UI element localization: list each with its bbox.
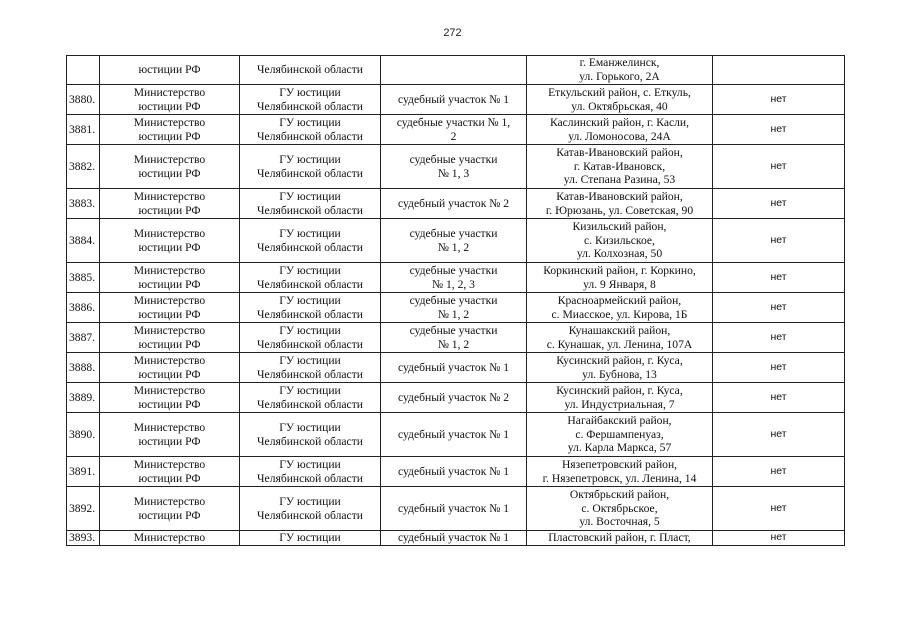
ministry-line: юстиции РФ xyxy=(138,508,201,522)
institution-line: Челябинской области xyxy=(257,434,363,448)
ministry-cell xyxy=(100,189,240,219)
answer-cell: нет xyxy=(713,145,845,189)
institution-cell xyxy=(240,487,381,531)
ministry-line: юстиции РФ xyxy=(138,337,201,351)
address-line: ул. Горького, 2А xyxy=(579,70,660,83)
institution-line: Челябинской области xyxy=(257,129,363,143)
table-row xyxy=(67,353,845,383)
sites-cell xyxy=(381,85,527,115)
ministry-line: Министерство xyxy=(133,323,206,337)
sites-cell xyxy=(381,219,527,263)
page-number: 272 xyxy=(443,27,462,39)
institution-line: ГУ юстиции xyxy=(279,353,341,367)
ministry-line: Министерство xyxy=(133,152,206,166)
address-cell xyxy=(527,383,713,413)
ministry-line: Министерство xyxy=(133,457,206,471)
table-row xyxy=(67,189,845,219)
address-cell xyxy=(527,219,713,263)
institution-line: Челябинской области xyxy=(257,367,363,381)
sites-cell xyxy=(381,115,527,145)
address-line: Каслинский район, г. Касли, xyxy=(549,115,690,129)
ministry-line: Министерство xyxy=(133,263,206,277)
institution-cell: Челябинской области xyxy=(240,56,381,85)
sites-cell xyxy=(381,293,527,323)
sites-line: № 1, 2, 3 xyxy=(432,277,475,291)
sites-line: судебный участок № 1 xyxy=(397,427,510,441)
answer-cell: нет xyxy=(713,413,845,457)
sites-line: судебный участок № 2 xyxy=(397,390,510,404)
address-cell xyxy=(527,263,713,293)
institution-cell xyxy=(240,413,381,457)
ministry-line: Министерство xyxy=(133,115,206,129)
address-line: Еткульский район, с. Еткуль, xyxy=(548,85,691,99)
institution-line: Челябинской области xyxy=(257,240,363,254)
institution-cell xyxy=(240,145,381,189)
answer-cell: нет xyxy=(713,457,845,487)
ministry-cell xyxy=(100,487,240,531)
sites-line: № 1, 2 xyxy=(437,240,470,254)
row-number-cell: 3893. xyxy=(67,531,100,546)
institution-line: ГУ юстиции xyxy=(279,189,341,203)
table-row xyxy=(67,219,845,263)
institution-cell xyxy=(240,219,381,263)
ministry-line: Министерство xyxy=(133,226,206,240)
table-row xyxy=(67,487,845,531)
address-line: Коркинский район, г. Коркино, xyxy=(543,263,696,277)
sites-cell xyxy=(381,189,527,219)
address-cell xyxy=(527,85,713,115)
sites-line: 2 xyxy=(450,129,457,143)
sites-line: судебный участок № 1 xyxy=(397,360,510,374)
ministry-cell: юстиции РФ xyxy=(100,56,240,85)
table-row xyxy=(67,383,845,413)
institution-cell xyxy=(240,263,381,293)
address-line: ул. Октябрьская, 40 xyxy=(571,99,668,113)
address-line: Нязепетровский район, xyxy=(561,457,678,471)
address-line: ул. Восточная, 5 xyxy=(579,515,660,529)
answer-cell: нет xyxy=(713,115,845,145)
row-number-cell: 3892. xyxy=(67,487,100,531)
address-line: г. Еманжелинск, xyxy=(579,56,660,70)
table-row xyxy=(67,263,845,293)
answer-cell: нет xyxy=(713,323,845,353)
address-line: ул. Бубнова, 13 xyxy=(582,367,657,381)
address-cell xyxy=(527,293,713,323)
sites-line: судебные участки xyxy=(409,263,498,277)
table-row xyxy=(67,115,845,145)
address-line: с. Фершампенуаз, xyxy=(575,427,664,441)
institution-cell xyxy=(240,353,381,383)
ministry-line: Министерство xyxy=(133,293,206,307)
table-row xyxy=(67,531,845,546)
institution-line: Челябинской области xyxy=(257,203,363,217)
ministry-line: Министерство xyxy=(133,494,206,508)
sites-line: судебный участок № 2 xyxy=(397,196,510,210)
institution-line: ГУ юстиции xyxy=(279,263,341,277)
ministry-line: Министерство xyxy=(133,531,206,544)
row-number-cell: 3882. xyxy=(67,145,100,189)
institution-line: ГУ юстиции xyxy=(279,115,341,129)
row-number-cell: 3888. xyxy=(67,353,100,383)
ministry-cell xyxy=(100,145,240,189)
address-line: Кусинский район, г. Куса, xyxy=(556,353,683,367)
table-row xyxy=(67,85,845,115)
answer-cell: нет xyxy=(713,531,845,546)
institution-line: ГУ юстиции xyxy=(279,457,341,471)
address-line: Катав-Ивановский район, xyxy=(556,189,683,203)
row-number-cell: 3889. xyxy=(67,383,100,413)
sites-line: судебные участки xyxy=(409,293,498,307)
ministry-line: юстиции РФ xyxy=(138,99,201,113)
table-row xyxy=(67,457,845,487)
sites-cell xyxy=(381,487,527,531)
answer-cell: нет xyxy=(713,293,845,323)
ministry-cell xyxy=(100,413,240,457)
sites-cell xyxy=(381,353,527,383)
answer-cell xyxy=(713,56,845,85)
institution-line: ГУ юстиции xyxy=(279,323,341,337)
ministry-line: юстиции РФ xyxy=(138,307,201,321)
institution-cell xyxy=(240,383,381,413)
answer-cell: нет xyxy=(713,189,845,219)
address-line: Красноармейский район, xyxy=(557,293,682,307)
sites-cell xyxy=(381,457,527,487)
ministry-line: Министерство xyxy=(133,420,206,434)
institution-line: ГУ юстиции xyxy=(279,85,341,99)
institution-line: ГУ юстиции xyxy=(279,420,341,434)
ministry-cell xyxy=(100,383,240,413)
institution-line: ГУ юстиции xyxy=(279,226,341,240)
address-line: Кусинский район, г. Куса, xyxy=(556,383,683,397)
address-cell xyxy=(527,413,713,457)
answer-cell: нет xyxy=(713,263,845,293)
address-line: г. Катав-Ивановск, xyxy=(573,159,666,173)
institution-line: ГУ юстиции xyxy=(279,293,341,307)
institution-line: Челябинской области xyxy=(257,277,363,291)
sites-cell xyxy=(381,531,527,546)
row-number-cell: 3885. xyxy=(67,263,100,293)
address-line: Нагайбакский район, xyxy=(567,414,672,428)
answer-cell: нет xyxy=(713,219,845,263)
row-number-cell: 3881. xyxy=(67,115,100,145)
address-line: ул. Степана Разина, 53 xyxy=(563,173,676,187)
sites-line: судебный участок № 1 xyxy=(397,464,510,478)
ministry-line: юстиции РФ xyxy=(138,240,201,254)
answer-cell: нет xyxy=(713,353,845,383)
sites-cell xyxy=(381,413,527,457)
sites-cell xyxy=(381,323,527,353)
ministry-cell xyxy=(100,323,240,353)
institution-line: Челябинской области xyxy=(257,166,363,180)
address-line: Октябрьский район, xyxy=(569,488,670,502)
address-cell xyxy=(527,115,713,145)
row-number-cell: 3880. xyxy=(67,85,100,115)
sites-line: судебный участок № 1 xyxy=(397,531,510,544)
address-line: с. Кунашак, ул. Ленина, 107А xyxy=(546,337,693,351)
ministry-cell xyxy=(100,531,240,546)
address-line: ул. Карла Маркса, 57 xyxy=(567,441,672,455)
ministry-cell xyxy=(100,263,240,293)
address-line: с. Миасское, ул. Кирова, 1Б xyxy=(551,307,688,321)
institution-line: Челябинской области xyxy=(257,508,363,522)
address-cell xyxy=(527,531,713,546)
sites-line: № 1, 2 xyxy=(437,337,470,351)
institution-line: Челябинской области xyxy=(257,307,363,321)
address-line: Кунашакский район, xyxy=(568,323,671,337)
ministry-line: юстиции РФ xyxy=(138,166,201,180)
address-line: ул. Индустриальная, 7 xyxy=(564,397,675,411)
institution-line: Челябинской области xyxy=(257,337,363,351)
address-line: с. Кизильское, xyxy=(584,233,655,247)
ministry-cell xyxy=(100,457,240,487)
ministry-line: юстиции РФ xyxy=(138,277,201,291)
institution-cell xyxy=(240,531,381,546)
ministry-cell xyxy=(100,353,240,383)
address-cell xyxy=(527,487,713,531)
institution-line: ГУ юстиции xyxy=(279,494,341,508)
address-line: Кизильский район, xyxy=(572,220,667,234)
row-number-cell: 3886. xyxy=(67,293,100,323)
institution-line: ГУ юстиции xyxy=(279,531,341,544)
sites-line: судебный участок № 1 xyxy=(397,501,510,515)
table-row xyxy=(67,413,845,457)
address-cell xyxy=(527,323,713,353)
address-cell xyxy=(527,145,713,189)
ministry-line: Министерство xyxy=(133,383,206,397)
institution-line: Челябинской области xyxy=(257,471,363,485)
institution-cell xyxy=(240,115,381,145)
ministry-line: юстиции РФ xyxy=(138,397,201,411)
address-cell xyxy=(527,457,713,487)
address-line: г. Юрюзань, ул. Советская, 90 xyxy=(545,203,694,217)
address-line: ул. Колхозная, 50 xyxy=(576,247,663,261)
address-line: с. Октябрьское, xyxy=(581,501,658,515)
institution-line: ГУ юстиции xyxy=(279,383,341,397)
ministry-line: юстиции РФ xyxy=(138,434,201,448)
sites-line: судебные участки № 1, xyxy=(396,115,511,129)
ministry-line: Министерство xyxy=(133,189,206,203)
address-cell xyxy=(527,189,713,219)
sites-cell xyxy=(381,56,527,85)
registry-table-body xyxy=(67,56,845,546)
ministry-line: юстиции РФ xyxy=(138,367,201,381)
table-row-continued xyxy=(67,56,845,85)
address-cell xyxy=(527,353,713,383)
address-line: ул. 9 Января, 8 xyxy=(583,277,656,291)
ministry-cell xyxy=(100,293,240,323)
row-number-cell: 3884. xyxy=(67,219,100,263)
ministry-line: Министерство xyxy=(133,353,206,367)
row-number-cell xyxy=(67,56,100,85)
sites-line: судебные участки xyxy=(409,152,498,166)
row-number-cell: 3891. xyxy=(67,457,100,487)
address-line: ул. Ломоносова, 24А xyxy=(568,129,671,143)
ministry-line: Министерство xyxy=(133,85,206,99)
address-line: Пластовский район, г. Пласт, xyxy=(548,531,691,544)
answer-cell: нет xyxy=(713,85,845,115)
ministry-cell xyxy=(100,219,240,263)
row-number-cell: 3890. xyxy=(67,413,100,457)
sites-cell xyxy=(381,383,527,413)
institution-cell xyxy=(240,323,381,353)
ministry-cell xyxy=(100,85,240,115)
address-line: Катав-Ивановский район, xyxy=(556,146,683,160)
institution-cell xyxy=(240,293,381,323)
institution-cell xyxy=(240,85,381,115)
table-row xyxy=(67,293,845,323)
sites-line: № 1, 3 xyxy=(437,166,470,180)
institution-line: Челябинской области xyxy=(257,397,363,411)
ministry-line: юстиции РФ xyxy=(138,203,201,217)
institution-line: Челябинской области xyxy=(257,99,363,113)
answer-cell: нет xyxy=(713,383,845,413)
answer-cell: нет xyxy=(713,487,845,531)
sites-line: № 1, 2 xyxy=(437,307,470,321)
sites-line: судебные участки xyxy=(409,226,498,240)
sites-line: судебные участки xyxy=(409,323,498,337)
address-cell xyxy=(527,56,713,85)
sites-cell xyxy=(381,145,527,189)
row-number-cell: 3887. xyxy=(67,323,100,353)
address-line: г. Нязепетровск, ул. Ленина, 14 xyxy=(542,471,697,485)
sites-line: судебный участок № 1 xyxy=(397,92,510,106)
institution-line: ГУ юстиции xyxy=(279,152,341,166)
table-row xyxy=(67,323,845,353)
row-number-cell: 3883. xyxy=(67,189,100,219)
registry-table xyxy=(66,55,845,546)
institution-cell xyxy=(240,189,381,219)
ministry-line: юстиции РФ xyxy=(138,471,201,485)
table-row xyxy=(67,145,845,189)
institution-cell xyxy=(240,457,381,487)
ministry-cell xyxy=(100,115,240,145)
sites-cell xyxy=(381,263,527,293)
ministry-line: юстиции РФ xyxy=(138,129,201,143)
